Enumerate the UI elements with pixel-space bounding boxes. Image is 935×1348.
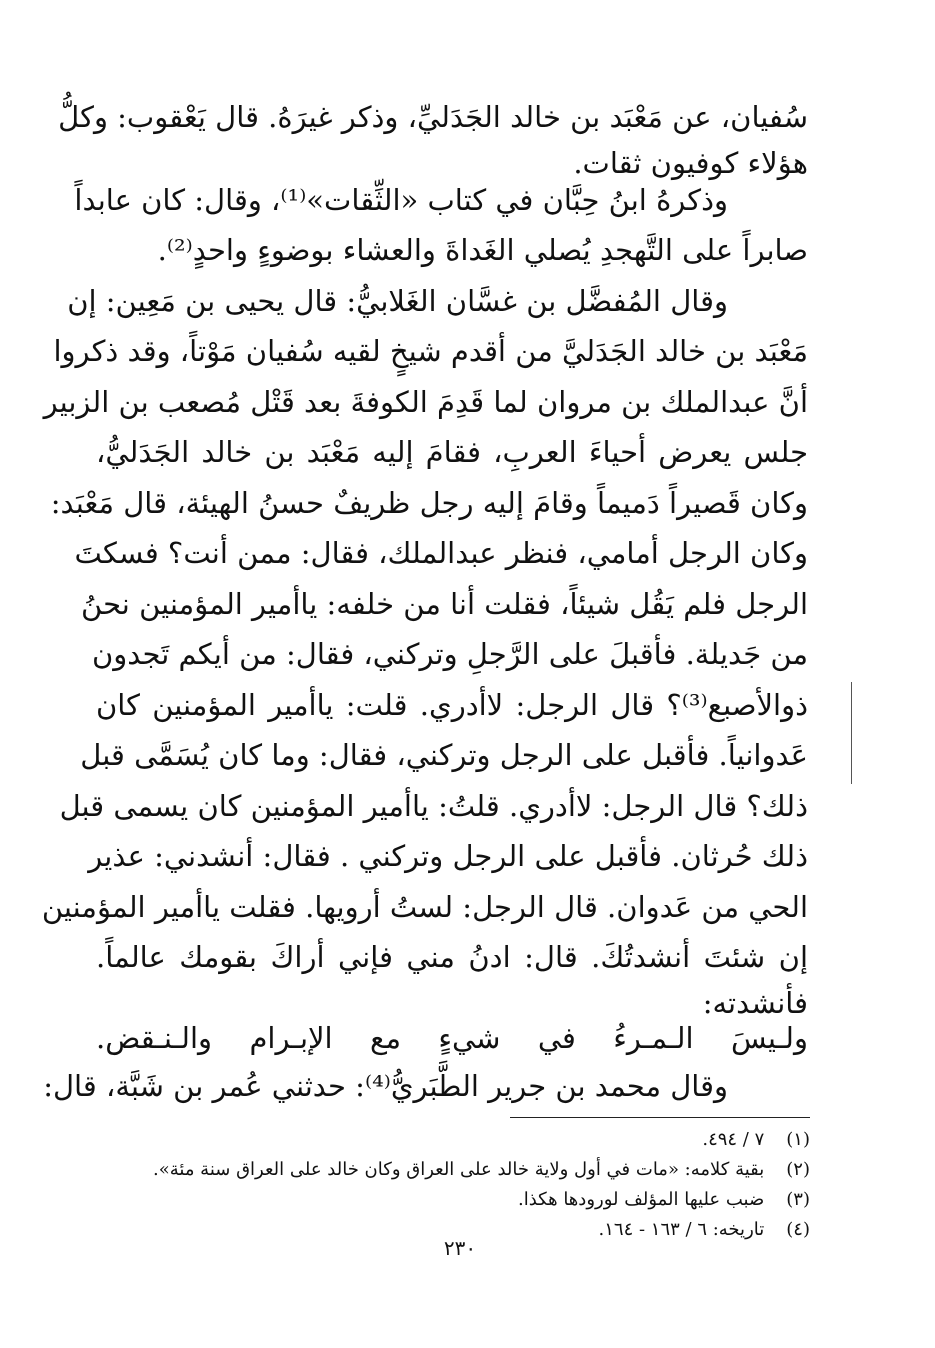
text-line-14: عَدوانياً. فأقبل على الرجل وتركني، فقال: وما كان يُسَمَّى قبل: [80, 738, 808, 772]
footnotes: [153, 1125, 810, 1245]
footnote-4: [300, 1215, 810, 1245]
footnote-separator: [510, 1117, 810, 1118]
footnote-number: (١): [786, 1129, 810, 1150]
footnote-2: [153, 1155, 810, 1185]
text-line-1: سُفيان، عن مَعْبَد بن خالد الجَدَليِّ، وذكر غيرَهُ. قال يَعْقوب: وكلُّ: [58, 100, 808, 134]
main-text-block: [41, 92, 808, 1111]
text-line-3: وذكرهُ ابنُ حِبَّان في كتاب «الثِّقات»⁽¹⁾، وقال: كان عابداً: [74, 182, 728, 217]
text-line-7: أنَّ عبدالملك بن مروان لما قَدِمَ الكوفةَ بعد قَتْل مُصعب بن الزبير: [43, 384, 808, 419]
closing-line: وقال محمد بن جرير الطَّبَريُّ⁽⁴⁾: حدثني عُمر بن شَبَّة، قال:: [43, 1068, 728, 1103]
text-line-6: مَعْبَد بن خالد الجَدَليَّ من أقدم شيخٍ لقيه سُفيان مَوْتاً، وقد ذكروا: [53, 334, 808, 368]
footnote-number: (٣): [786, 1189, 810, 1210]
text-line-4: صابراً على التَّهجدِ يُصلي الغَداةَ والعشاء بوضوءٍ واحدٍ⁽²⁾.: [157, 233, 808, 267]
text-line-5: وقال المُفضَّل بن غسَّان الغَلابيُّ: قال يحيى بن مَعِين: إن: [67, 283, 728, 318]
footnote-text: ضبب عليها المؤلف لورودها هكذا.: [518, 1189, 765, 1210]
text-line-12: من جَديلة. فأقبلَ على الرَّجلِ وتركني، فقال: من أيكم تَجدون: [91, 637, 808, 671]
page-number: ٢٣٠: [443, 1236, 477, 1260]
margin-mark: [851, 682, 852, 784]
text-line-17: الحي من عَدوان. قال الرجل: لستُ أرويها. فقلت ياأمير المؤمنين: [41, 889, 808, 924]
footnote-text: ٧ / ٤٩٤.: [702, 1129, 765, 1150]
text-line-19: فأنشدته:: [702, 985, 808, 1020]
text-line-18: إن شئتَ أنشدتُكَ. قال: ادنُ مني فإني أراكَ بقومك عالماً.: [96, 940, 808, 974]
text-line-9: وكان قَصيراً دَميماً وقامَ إليه رجل ظريفٌ حسنُ الهيئة، قال مَعْبَد:: [50, 485, 808, 520]
footnote-1: [300, 1125, 810, 1155]
footnote-text: بقية كلامه: «مات في أول ولاية خالد على العراق وكان خالد على العراق سنة مئة».: [153, 1159, 765, 1180]
footnote-text: تاريخه: ٦ / ١٦٣ - ١٦٤.: [598, 1219, 765, 1240]
text-line-10: وكان الرجل أمامي، فنظر عبدالملك، فقال: ممن أنت؟ فسكتَ: [74, 536, 808, 570]
text-line-2: هؤلاء كوفيون ثقات.: [573, 145, 808, 180]
footnote-number: (٤): [786, 1219, 810, 1240]
text-line-13: ذوالأصبع⁽³⁾؟ قال الرجل: لاأدري. قلت: ياأمير المؤمنين كان: [96, 687, 808, 722]
text-line-15: ذلك؟ قال الرجل: لاأدري. قلتُ: ياأمير المؤمنين كان يسمى قبل: [59, 788, 808, 823]
text-line-11: الرجل فلم يَقُل شيئاً، فقلت أنا من خلفه: ياأمير المؤمنين نحنُ: [81, 586, 808, 621]
text-line-8: جلس يعرض أحياءَ العربِ، فقامَ إليه مَعْبَد بن خالد الجَدَليُّ،: [96, 435, 808, 469]
footnote-number: (٢): [786, 1159, 810, 1180]
text-line-16: ذلك حُرثان. فأقبل على الرجل وتركني . فقال: أنشدني: عذير: [88, 839, 808, 873]
poem-verse: ولـيسَ الـمـرءُ في شيءٍ مع الإبـرام والـنـقض.: [96, 1020, 808, 1055]
footnote-3: [300, 1185, 810, 1215]
